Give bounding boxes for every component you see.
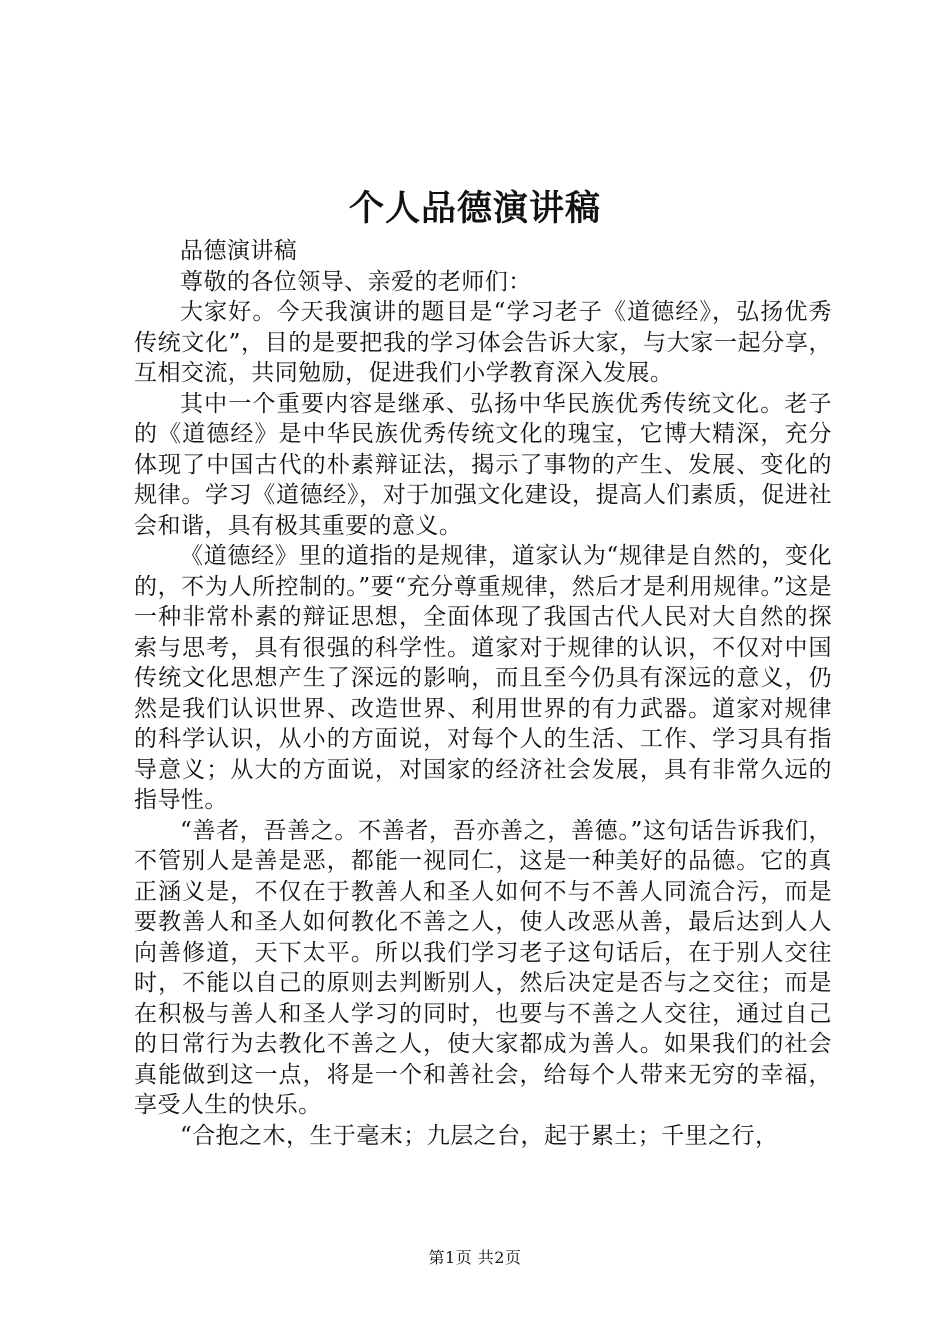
paragraph-law: 《道德经》里的道指的是规律，道家认为“规律是自然的，变化的，不为人所控制的。”要“充分尊重规律，然后才是利用规律。”这是一种非常朴素的辩证思想，全面体现了我国古代人民对大自然的探索与思考，具有很强的科学性。道家对于规律的认识，不仅对中国传统文化思想产生了深远的影响，而且至今仍具有深远的意义，仍然是我们认识世界、改造世界、利用世界的有力武器。道家对规律的科学认识，从小的方面说，对每个人的生活、工作、学习具有指导意义；从大的方面说，对国家的经济社会发展，具有非常久远的指导性。 <box>134 543 832 813</box>
page-footer: 第1页 共2页 <box>428 1248 522 1267</box>
document-title: 个人品德演讲稿 <box>348 188 601 229</box>
paragraph-culture: 其中一个重要内容是继承、弘扬中华民族优秀传统文化。老子的《道德经》是中华民族优秀传统文化的瑰宝，它博大精深，充分体现了中国古代的朴素辩证法，揭示了事物的产生、发展、变化的规律。学习《道德经》，对于加强文化建设，提高人们素质，促进社会和谐，具有极其重要的意义。 <box>134 390 832 539</box>
paragraph-subtitle: 品德演讲稿 <box>180 238 298 264</box>
paragraph-quote: “合抱之木，生于毫末；九层之台，起于累土；千里之行， <box>180 1122 779 1149</box>
paragraph-intro: 大家好。今天我演讲的题目是“学习老子《道德经》，弘扬优秀传统文化”，目的是要把我的学习体会告诉大家，与大家一起分享，互相交流，共同勉励，促进我们小学教育深入发展。 <box>134 299 832 386</box>
paragraph-virtue: “善者，吾善之。不善者，吾亦善之，善德。”这句话告诉我们，不管别人是善是恶，都能一视同仁，这是一种美好的品德。它的真正涵义是，不仅在于教善人和圣人如何不与不善人同流合污，而是要教善人和圣人如何教化不善之人，使人改恶从善，最后达到人人向善修道，天下太平。所以我们学习老子这句话后，在于别人交往时，不能以自己的原则去判断别人，然后决定是否与之交往；而是在积极与善人和圣人学习的同时，也要与不善之人交往，通过自己的日常行为去教化不善之人，使大家都成为善人。如果我们的社会真能做到这一点，将是一个和善社会，给每个人带来无穷的幸福，享受人生的快乐。 <box>134 817 832 1118</box>
document-body <box>134 236 832 1151</box>
paragraph-salutation: 尊敬的各位领导、亲爱的老师们： <box>180 268 532 295</box>
